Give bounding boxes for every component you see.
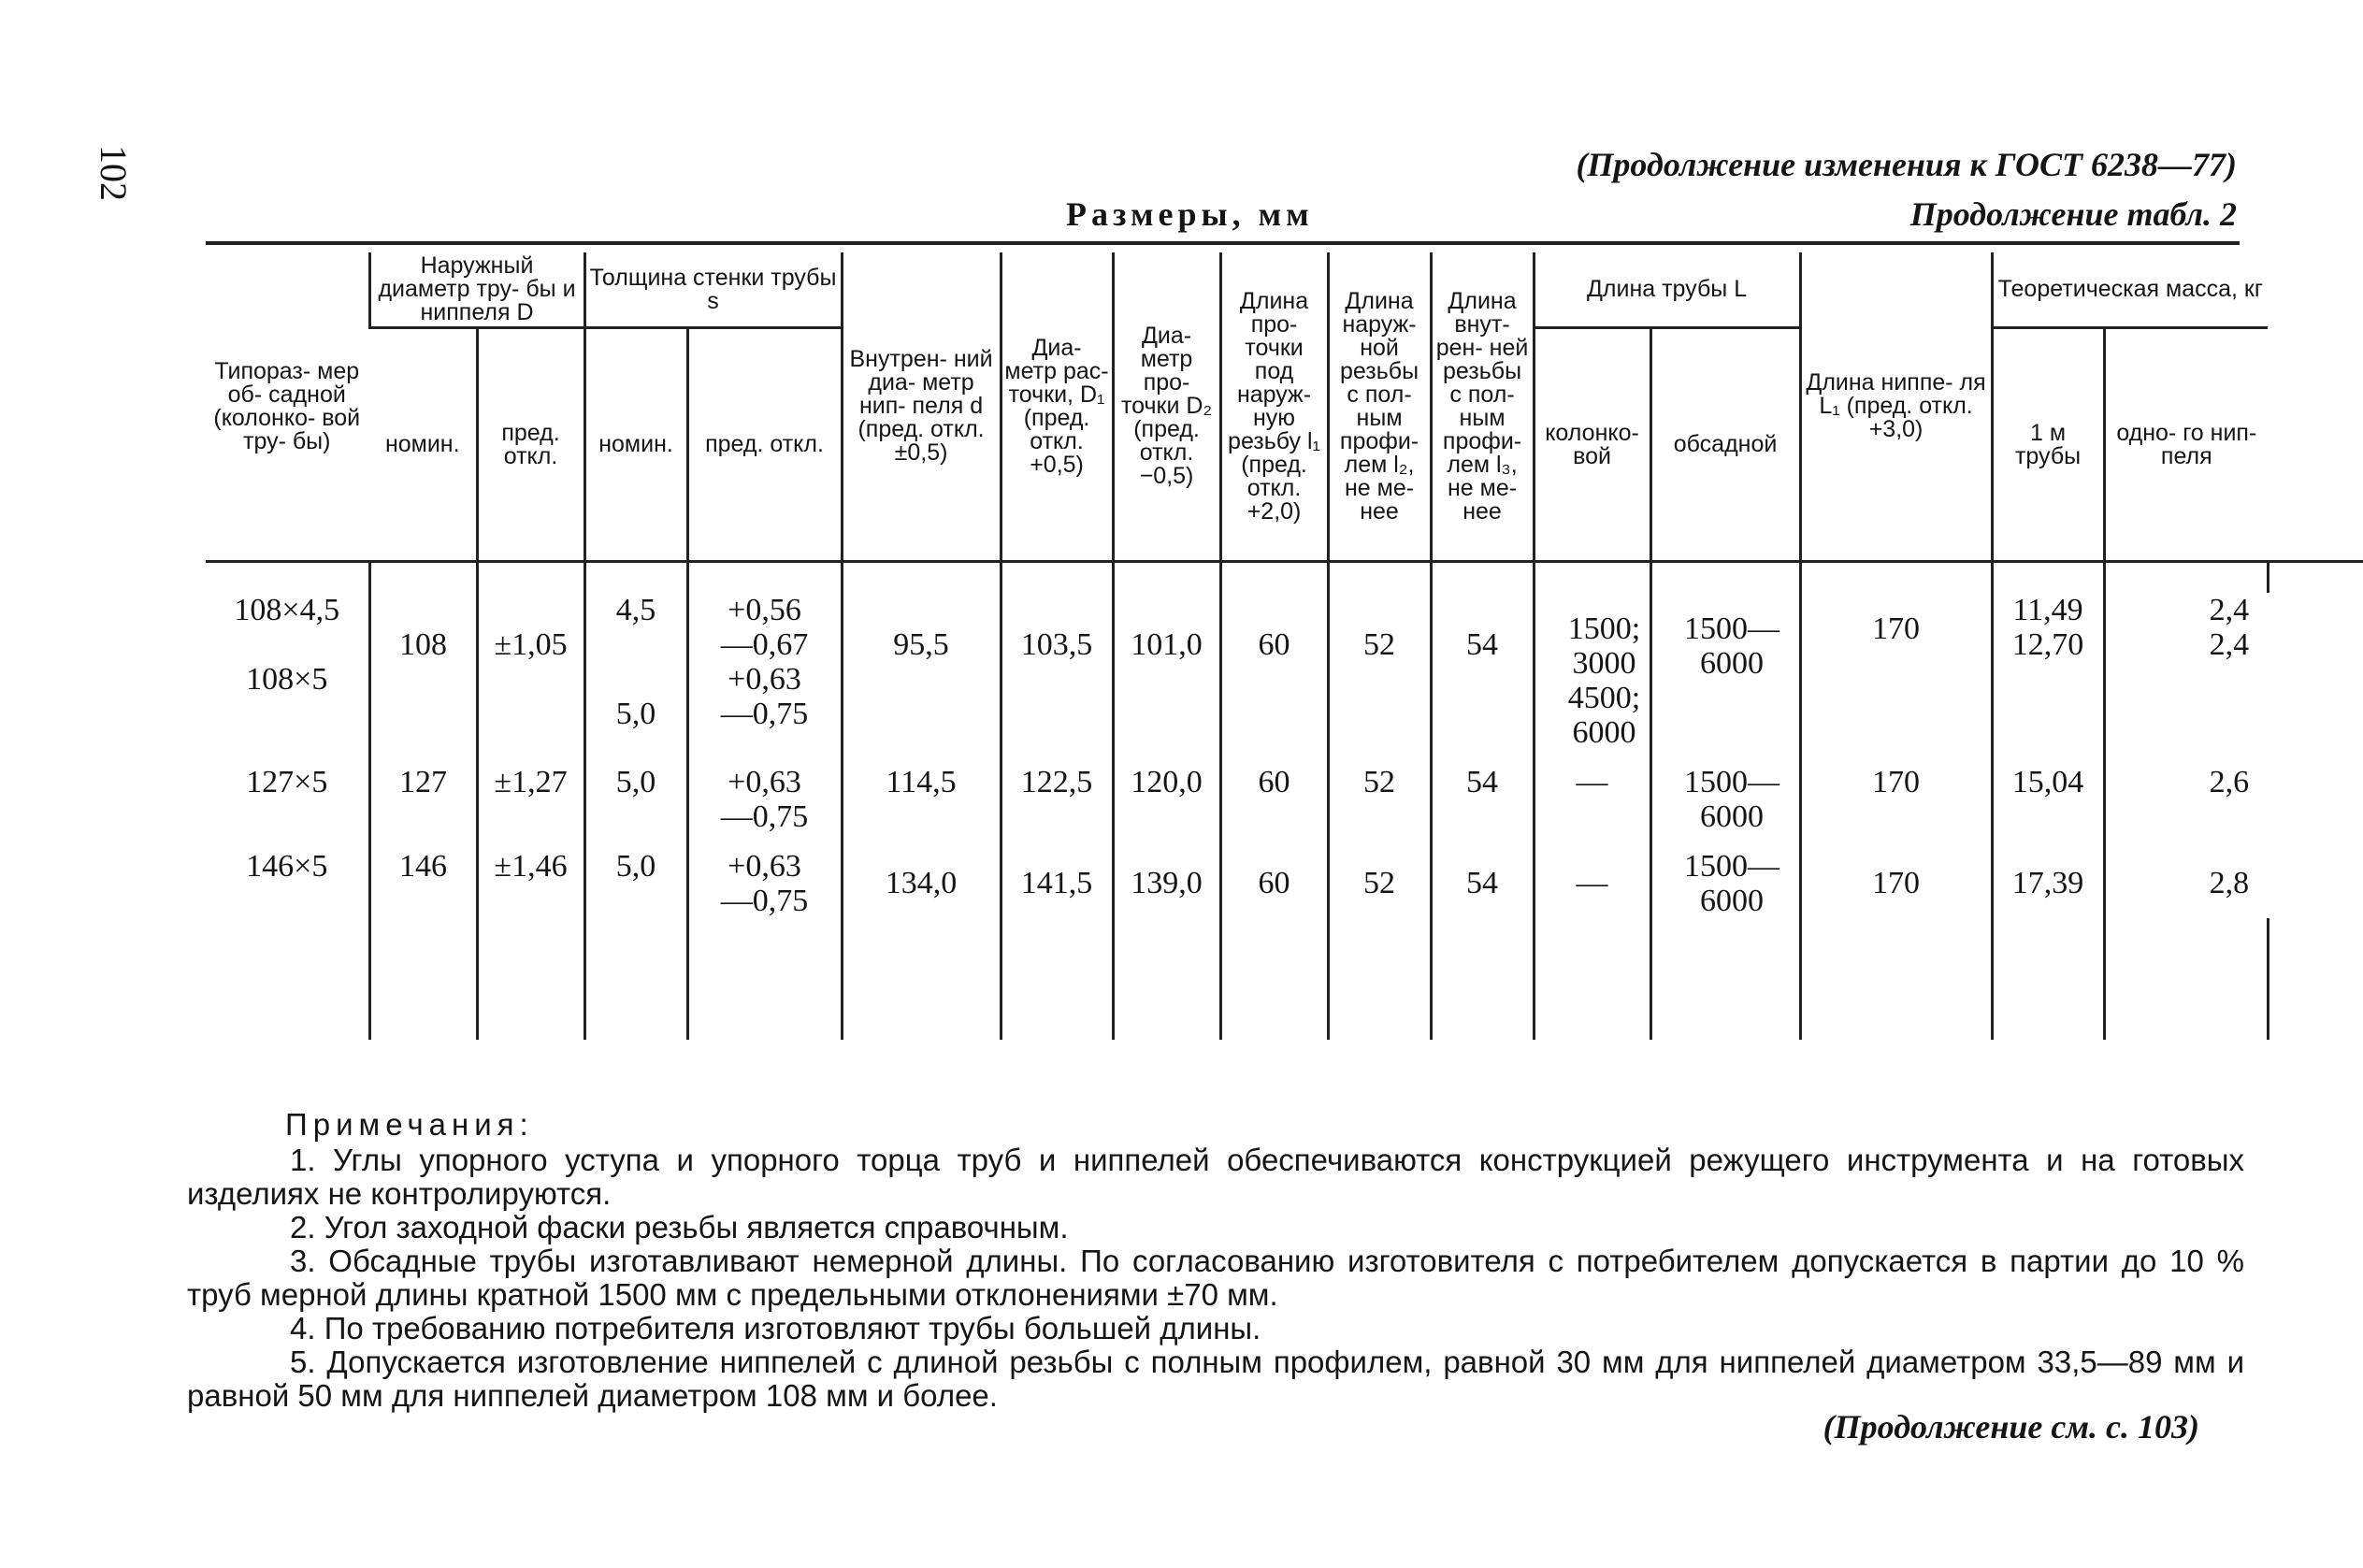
cell-type bbox=[206, 593, 369, 750]
cell-outer-nom: 146 bbox=[369, 834, 477, 918]
cell-wall-nom: 5,0 bbox=[584, 834, 687, 918]
header-mass-nipple: одно- го нип- пеля bbox=[2104, 328, 2268, 562]
continuation-footer: (Продолжение см. с. 103) bbox=[1823, 1408, 2199, 1446]
header-mass-pipe: 1 м трубы bbox=[1992, 328, 2104, 562]
cell-mass-nipple: 2,4 2,4 bbox=[2104, 593, 2268, 750]
cell-core-len: — bbox=[1534, 750, 1650, 834]
cell-wall-nom: 5,0 bbox=[584, 750, 687, 834]
header-casing-length: обсадной bbox=[1650, 328, 1800, 562]
table-continuation-label: Продолжение табл. 2 bbox=[1909, 195, 2237, 233]
notes-block bbox=[187, 1108, 2244, 1413]
cell-wall-tol: +0,63 —0,75 bbox=[687, 834, 842, 918]
header-ext-thread-length: Длина наруж- ной резьбы с пол- ным профи- лем l₂, не ме- нее bbox=[1328, 252, 1431, 562]
cell-core-len: 1500; 3000 4500; 6000 bbox=[1534, 593, 1650, 750]
cell-outer-tol: ±1,46 bbox=[477, 834, 584, 918]
cell-mass-pipe: 15,04 bbox=[1992, 750, 2104, 834]
cell-mass-pipe: 17,39 bbox=[1992, 834, 2104, 918]
cell-groove-len: 60 bbox=[1220, 593, 1328, 750]
standard-continuation-header: (Продолжение изменения к ГОСТ 6238—77) bbox=[1576, 146, 2237, 183]
cell-groove: 101,0 bbox=[1113, 593, 1220, 750]
table-top-rule bbox=[206, 241, 2240, 245]
header-core-length: колонко- вой bbox=[1534, 328, 1650, 562]
table-row bbox=[206, 593, 2363, 750]
type-108x4_5: 108×4,5 bbox=[234, 593, 340, 627]
cell-bore: 122,5 bbox=[1001, 750, 1113, 834]
header-outer-nom: номин. bbox=[384, 431, 460, 457]
cell-type: 146×5 bbox=[246, 849, 328, 884]
type-108x5: 108×5 bbox=[246, 662, 328, 697]
note-item: 4. По требованию потребителя изготовляют трубы большей длины. bbox=[290, 1311, 1261, 1345]
cell-mass-nipple: 2,8 bbox=[2104, 834, 2268, 918]
cell-bore: 103,5 bbox=[1001, 593, 1113, 750]
cell-groove: 120,0 bbox=[1113, 750, 1220, 834]
cell-int-len: 54 bbox=[1431, 834, 1534, 918]
cell-outer-tol: ±1,05 bbox=[477, 593, 584, 750]
header-wall-thickness: Толщина стенки трубы s bbox=[584, 252, 842, 328]
cell-outer-tol: ±1,27 bbox=[477, 750, 584, 834]
cell-mass-pipe: 11,49 12,70 bbox=[1992, 593, 2104, 750]
header-int-thread-length: Длина внут- рен- ней резьбы с пол- ным профи- лем l₃, не ме- нее bbox=[1431, 252, 1534, 562]
cell-groove-len: 60 bbox=[1220, 750, 1328, 834]
cell-type: 127×5 bbox=[246, 765, 328, 799]
note-item: 1. Углы упорного уступа и упорного торца труб и ниппелей обеспечиваются конструкцией режущего инструмента и на готовых изделиях не контролируются. bbox=[187, 1143, 2244, 1211]
header-outer-tol: пред. откл. bbox=[477, 328, 584, 562]
cell-ext-len: 52 bbox=[1328, 593, 1431, 750]
header-outer-diameter: Наружный диаметр тру- бы и ниппеля D bbox=[369, 252, 584, 328]
table-row bbox=[206, 834, 2363, 918]
header-type: Типораз- мер об- садной (колонко- вой тру- бы) bbox=[213, 357, 361, 454]
header-pipe-length: Длина трубы L bbox=[1534, 252, 1800, 328]
note-item: 3. Обсадные трубы изготавливают немерной длины. По согласованию изготовителя с потребителем допускается в партии до 10 % труб мерной длины кратной 1500 мм с предельными отклонениями ±70 мм. bbox=[187, 1244, 2244, 1312]
cell-outer-nom: 127 bbox=[369, 750, 477, 834]
table-row bbox=[206, 750, 2363, 834]
cell-wall-tol: +0,63 —0,75 bbox=[687, 750, 842, 834]
cell-groove: 139,0 bbox=[1113, 834, 1220, 918]
cell-mass-nipple: 2,6 bbox=[2104, 750, 2268, 834]
cell-wall-tol: +0,56 —0,67 +0,63 —0,75 bbox=[687, 593, 842, 750]
note-item: 2. Угол заходной фаски резьбы является справочным. bbox=[290, 1210, 1069, 1244]
header-inner-diameter: Внутрен- ний диа- метр нип- пеля d (пред. откл. ±0,5) bbox=[842, 252, 1001, 562]
cell-int-len: 54 bbox=[1431, 750, 1534, 834]
header-wall-nom: номин. bbox=[584, 328, 687, 562]
header-mass: Теоретическая масса, кг bbox=[1992, 252, 2268, 328]
header-wall-tol: пред. откл. bbox=[687, 328, 842, 562]
header-nipple-length: Длина ниппе- ля L₁ (пред. откл. +3,0) bbox=[1800, 252, 1992, 562]
cell-casing-len: 1500— 6000 bbox=[1650, 834, 1800, 918]
page-number: 102 bbox=[93, 145, 135, 201]
cell-nipple-len: 170 bbox=[1800, 834, 1992, 918]
dimensions-table bbox=[206, 252, 2363, 1040]
cell-nipple-len: 170 bbox=[1800, 750, 1992, 834]
cell-nipple-len: 170 bbox=[1800, 593, 1992, 750]
notes-title: Примечания: bbox=[285, 1107, 534, 1142]
cell-casing-len: 1500— 6000 bbox=[1650, 593, 1800, 750]
cell-ext-len: 52 bbox=[1328, 750, 1431, 834]
cell-core-len: — bbox=[1534, 834, 1650, 918]
cell-ext-len: 52 bbox=[1328, 834, 1431, 918]
sizes-label: Размеры, мм bbox=[1066, 195, 1314, 233]
cell-int-len: 54 bbox=[1431, 593, 1534, 750]
cell-groove-len: 60 bbox=[1220, 834, 1328, 918]
cell-bore: 141,5 bbox=[1001, 834, 1113, 918]
cell-wall-nom: 4,5 5,0 bbox=[584, 593, 687, 750]
header-groove-diameter: Диа- метр про- точки D₂ (пред. откл. −0,5) bbox=[1113, 252, 1220, 562]
cell-inner: 95,5 bbox=[842, 593, 1001, 750]
note-item: 5. Допускается изготовление ниппелей с длиной резьбы с полным профилем, равной 30 мм для ниппелей диаметром 33,5—89 мм и равной 50 мм для ниппелей диаметром 108 мм и более. bbox=[187, 1345, 2244, 1413]
cell-inner: 114,5 bbox=[842, 750, 1001, 834]
cell-inner: 134,0 bbox=[842, 834, 1001, 918]
cell-casing-len: 1500— 6000 bbox=[1650, 750, 1800, 834]
header-bore-diameter: Диа- метр рас- точки, D₁ (пред. откл. +0,5) bbox=[1001, 252, 1113, 562]
header-groove-length: Длина про- точки под наруж- ную резьбу l₁ (пред. откл. +2,0) bbox=[1220, 252, 1328, 562]
cell-outer-nom: 108 bbox=[369, 593, 477, 750]
